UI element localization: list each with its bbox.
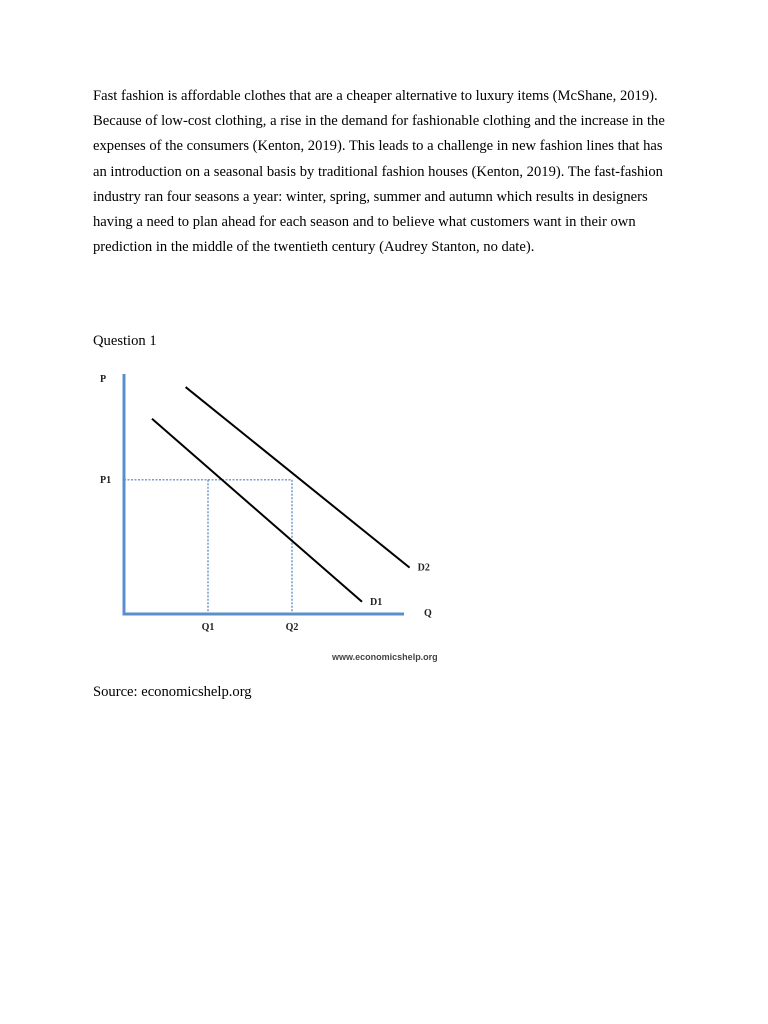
demand-curve-figure: [92, 360, 452, 670]
watermark-text: www.economicshelp.org: [332, 652, 438, 662]
tick-labels: [100, 475, 298, 633]
demand-curves: [152, 387, 410, 602]
y-axis-label: P: [100, 374, 107, 385]
d2-label: D2: [417, 562, 430, 574]
demand-shift-chart: [92, 360, 452, 670]
guide-lines: [124, 480, 292, 614]
source-caption: Source: economicshelp.org: [93, 684, 252, 700]
d1-label: D1: [370, 596, 383, 608]
y-tick-label: P1: [100, 474, 112, 486]
x-tick-label: Q2: [285, 622, 299, 633]
series-labels: [370, 563, 430, 608]
x-tick-label: Q1: [201, 622, 215, 633]
d1-curve: [152, 419, 362, 602]
body-paragraph: Fast fashion is affordable clothes that are a cheaper alternative to luxury items (McShane, 2019). Because of low-cost clothing, a rise in the demand for fashionable clothing and the increase in the expenses of the consumers (Kenton, 2019). This leads to a challenge in new fashion lines that has an introduction on a seasonal basis by traditional fashion houses (Kenton, 2019). The fast-fashion industry ran four seasons a year: winter, spring, summer and autumn which results in designers having a need to plan ahead for each season and to believe what customers want in their own prediction in the middle of the twentieth century (Audrey Stanton, no date).: [93, 88, 665, 256]
x-axis-label: Q: [424, 608, 432, 619]
question-label: Question 1: [93, 333, 157, 349]
